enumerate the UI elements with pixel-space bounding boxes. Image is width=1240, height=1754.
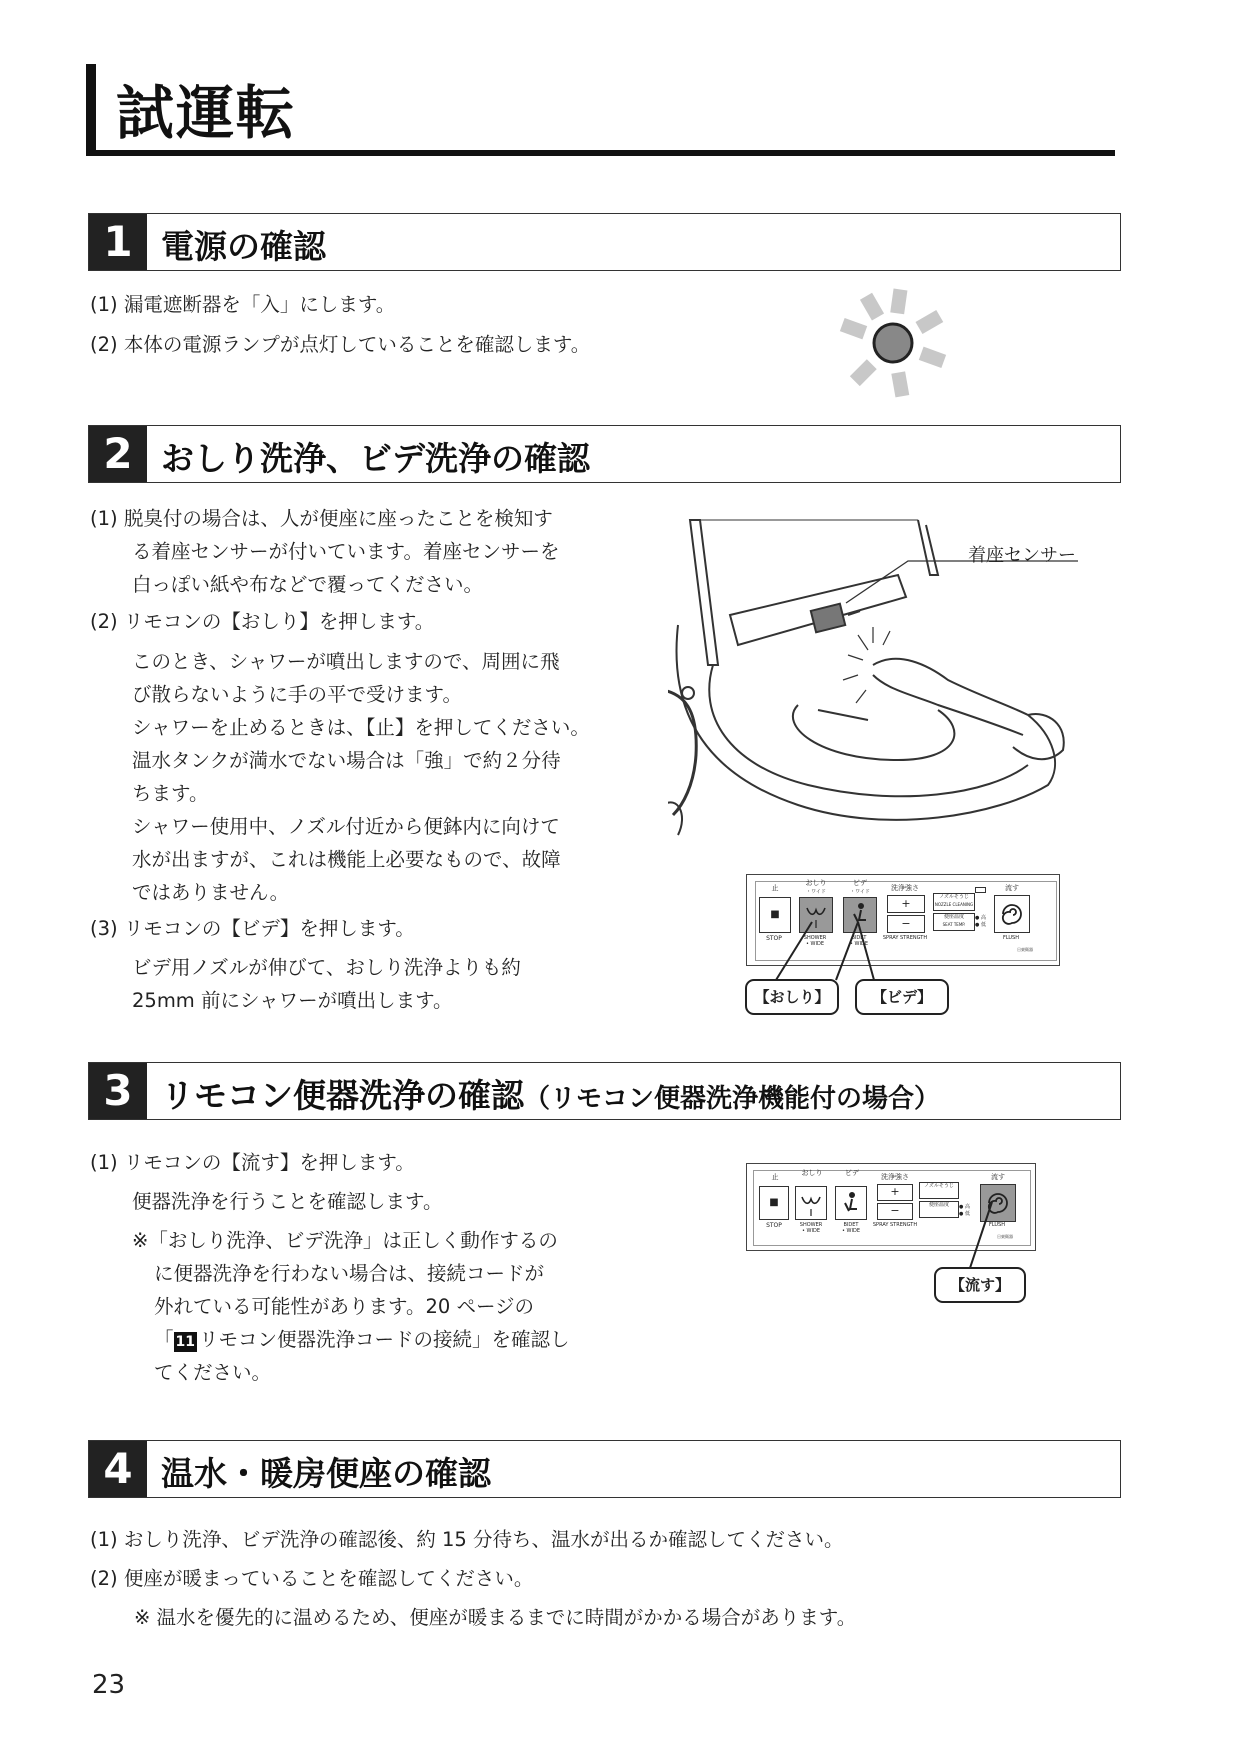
maker-label: 日東衛器: [1017, 947, 1033, 952]
text-line: に便器洗浄を行わない場合は、接続コードが: [154, 1262, 545, 1285]
list-item: (2) 本体の電源ランプが点灯していることを確認します。: [90, 333, 591, 356]
bidet-label-sub: ・ワイド: [850, 889, 870, 895]
list-item: (2) リモコンの【おしり】を押します。: [90, 610, 435, 633]
shower-label-jp: おしり: [805, 879, 827, 887]
nozzle-label-en: NOZZLE CLEANING: [934, 902, 974, 907]
section-number: 3: [89, 1063, 147, 1119]
seat-label-en: SEAT TEMP.: [942, 922, 966, 927]
section-3-note: [132, 1224, 570, 1389]
title-accent-bar: [86, 64, 96, 156]
ref-number-badge: 11: [175, 1334, 195, 1350]
power-lamp-lit-icon: [828, 283, 958, 403]
text-line: 白っぽい紙や布などで覆ってください。: [132, 573, 484, 596]
shower-label-en-sub: • WIDE: [806, 941, 824, 947]
list-item: (3) リモコンの【ビデ】を押します。: [90, 917, 415, 940]
text-line: 温水タンクが満水でない場合は「強」で約２分待: [132, 749, 561, 772]
stop-label-en: STOP: [766, 935, 782, 942]
section-number: 1: [89, 214, 147, 270]
seat-temp-indicators: ● 高 ● 低: [975, 915, 986, 928]
nozzle-clean-button[interactable]: [919, 1182, 959, 1199]
text-line: (1) 脱臭付の場合は、人が便座に座ったことを検知す: [90, 507, 553, 530]
strength-label: 洗浄強さ: [881, 1173, 909, 1181]
shower-icon: [796, 1187, 826, 1219]
stop-button[interactable]: ■: [759, 897, 791, 933]
bidet-label-en-sub: • WIDE: [850, 941, 868, 947]
strength-plus-button[interactable]: +: [877, 1184, 913, 1201]
shower-label-sub: ・ワイド: [806, 889, 826, 895]
shower-button[interactable]: [795, 1186, 827, 1220]
section-2-item-2-body: [132, 645, 590, 909]
bidet-callout: 【ビデ】: [855, 979, 949, 1015]
text-line: 外れている可能性があります。20 ページの: [154, 1295, 535, 1318]
seat-label: 便座温度: [943, 914, 964, 920]
bidet-label-en-main: BIDET: [843, 1222, 859, 1228]
section-number: 2: [89, 426, 147, 482]
strength-label-en: SPRAY STRENGTH: [872, 1222, 918, 1228]
flush-label: 流す: [1005, 884, 1019, 892]
title-rule: [86, 150, 1115, 156]
hi-label: 高: [964, 1204, 970, 1210]
text-line: てください。: [154, 1361, 272, 1384]
callout-leaders: [746, 912, 946, 982]
text-line: ※「おしり洗浄、ビデ洗浄」は正しく動作するの: [132, 1229, 558, 1252]
sensor-label: 着座センサー: [968, 545, 1076, 566]
nozzle-label: ノズルそうじ: [924, 1183, 954, 1189]
strength-minus-button[interactable]: −: [887, 915, 925, 933]
seat-temp-button[interactable]: [919, 1201, 959, 1218]
bidet-label-en-main: BIDET: [851, 935, 867, 941]
note-text: ※ 温水を優先的に温めるため、便座が暖まるまでに時間がかかる場合があります。: [134, 1606, 857, 1629]
shower-label-en: [793, 1222, 829, 1234]
flush-swirl-icon: [995, 896, 1029, 932]
seat-label: 便座温度: [928, 1202, 949, 1208]
section-title-main: リモコン便器洗浄の確認: [161, 1076, 524, 1115]
bidet-label: ビデ: [845, 1169, 859, 1177]
stop-label-en: STOP: [766, 1222, 782, 1229]
list-item: (2) 便座が暖まっていることを確認してください。: [90, 1567, 534, 1590]
ref-text: リモコン便器洗浄コードの接続」を確認し: [199, 1328, 570, 1351]
section-title: 電源の確認: [161, 227, 326, 266]
text-line: ちます。: [132, 782, 209, 805]
strength-label-en: SPRAY STRENGTH: [882, 935, 928, 941]
list-item: (1) おしり洗浄、ビデ洗浄の確認後、約 15 分待ち、温水が出るか確認してください。: [90, 1528, 844, 1551]
flush-callout-leader: [960, 1200, 1020, 1275]
nozzle-label: ノズルそうじ: [939, 894, 969, 900]
stop-label: 止: [771, 884, 779, 892]
section-title: 温水・暖房便座の確認: [161, 1454, 491, 1493]
text-line: シャワー使用中、ノズル付近から便鉢内に向けて: [132, 815, 560, 838]
note-ref-line: [132, 1323, 570, 1356]
flush-callout: 【流す】: [934, 1267, 1026, 1303]
oshiri-callout: 【おしり】: [745, 979, 839, 1015]
section-2-item-3-body: [132, 951, 521, 1017]
text-line: び散らないように手の平で受けます。: [132, 683, 462, 706]
section-2-header: [88, 425, 1121, 483]
strength-minus-button[interactable]: −: [877, 1203, 913, 1220]
maker-label: 日東衛器: [997, 1234, 1013, 1239]
section-1-header: [88, 213, 1121, 271]
flush-button[interactable]: [994, 895, 1030, 933]
section-3-header: [88, 1062, 1121, 1120]
text-line: る着座センサーが付いています。着座センサーを: [132, 540, 560, 563]
bidet-label: [843, 879, 877, 897]
lo-label: 低: [964, 1211, 970, 1217]
indicator-lamp: [975, 887, 986, 893]
section-2-item-1: [90, 502, 559, 601]
text-line: 水が出ますが、これは機能上必要なもので、故障: [132, 848, 561, 871]
nozzle-clean-button[interactable]: [933, 893, 975, 911]
seat-temp-indicators: ● 高 ● 低: [959, 1204, 970, 1217]
stop-button[interactable]: ■: [759, 1186, 789, 1220]
shower-label-en-main: SHOWER: [799, 1222, 823, 1228]
shower-label-en-sub: • WIDE: [802, 1228, 820, 1234]
shower-label-en-main: SHOWER: [803, 935, 827, 941]
section-title: [161, 1070, 940, 1117]
bidet-label-en-sub: • WIDE: [842, 1228, 860, 1234]
stop-label: 止: [771, 1173, 779, 1181]
section-number: 4: [89, 1441, 147, 1497]
list-item: (1) 漏電遮断器を「入」にします。: [90, 293, 396, 316]
flush-label-en: FLUSH: [988, 1222, 1005, 1228]
page-number: 23: [92, 1670, 126, 1700]
list-item: (1) リモコンの【流す】を押します。: [90, 1151, 415, 1174]
text-line: このとき、シャワーが噴出しますので、周囲に飛: [132, 650, 560, 673]
shower-label: [799, 879, 833, 897]
strength-plus-button[interactable]: +: [887, 895, 925, 913]
flush-label: 流す: [991, 1173, 1005, 1181]
section-subtitle: （リモコン便器洗浄機能付の場合）: [524, 1084, 941, 1114]
text-line: 25mm 前にシャワーが噴出します。: [132, 989, 453, 1012]
page-title: 試運転: [116, 79, 297, 147]
list-item-body: 便器洗浄を行うことを確認します。: [132, 1190, 443, 1213]
bidet-label-jp: ビデ: [853, 879, 867, 887]
strength-label: 洗浄強さ: [891, 884, 919, 892]
lo-label: 低: [980, 922, 986, 928]
flush-label-en: FLUSH: [1002, 935, 1019, 941]
text-line: ではありません。: [132, 881, 290, 904]
shower-label: おしり: [801, 1169, 823, 1177]
bidet-icon: [836, 1187, 866, 1219]
ref-open-bracket: 「: [154, 1328, 174, 1351]
bidet-label-en: [833, 1222, 869, 1234]
bidet-button[interactable]: [835, 1186, 867, 1220]
page-header: [86, 64, 1115, 156]
text-line: ビデ用ノズルが伸びて、おしり洗浄よりも約: [132, 956, 521, 979]
section-4-header: [88, 1440, 1121, 1498]
section-title: おしり洗浄、ビデ洗浄の確認: [161, 439, 590, 478]
hi-label: 高: [980, 915, 986, 921]
text-line: シャワーを止めるときは、【止】を押してください。: [132, 716, 590, 739]
